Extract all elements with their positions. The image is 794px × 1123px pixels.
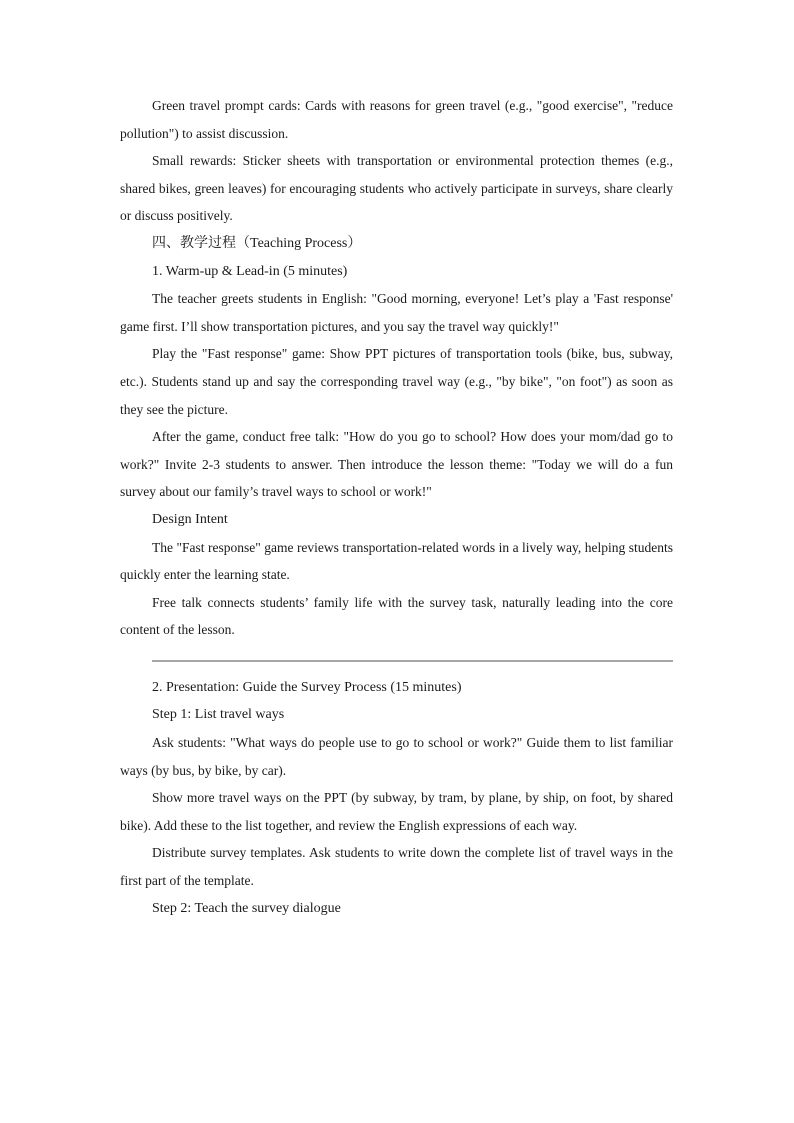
- step-heading-warm-up: 1. Warm-up & Lead-in (5 minutes): [152, 263, 348, 279]
- greeting-paragraph: The teacher greets students in English: "Good morning, everyone! Let’s play a 'Fast response' game first. I’ll show transportation pictures, and you say the travel way quickly!": [120, 291, 673, 334]
- step-heading-presentation: 2. Presentation: Guide the Survey Process (15 minutes): [152, 679, 462, 695]
- design-intent-game-paragraph: The "Fast response" game reviews transportation-related words in a lively way, helping students quickly enter the learning state.: [120, 539, 673, 583]
- step-1-heading: Step 1: List travel ways: [152, 707, 285, 723]
- section-heading-teaching-process: 四、教学过程（Teaching Process）: [152, 235, 362, 251]
- document-page: [120, 92, 673, 922]
- fast-response-game-paragraph: Play the "Fast response" game: Show PPT pictures of transportation tools (bike, bus, subway, etc.). Students stand up and say the corresponding travel way (e.g., "by bike", "on foot") as soon as they see the picture.: [120, 346, 673, 417]
- small-rewards-paragraph: Small rewards: Sticker sheets with transportation or environmental protection themes (e.g., shared bikes, green leaves) for encouraging students who actively participate in surveys, share clearly or discuss positively.: [120, 153, 673, 224]
- design-intent-free-talk-paragraph: Free talk connects students’ family life with the survey task, naturally leading into the core content of the lesson.: [120, 594, 673, 638]
- step-2-heading: Step 2: Teach the survey dialogue: [152, 900, 341, 916]
- section-divider: [152, 660, 673, 662]
- ask-students-paragraph: Ask students: "What ways do people use to go to school or work?" Guide them to list familiar ways (by bus, by bike, by car).: [120, 735, 673, 778]
- free-talk-paragraph: After the game, conduct free talk: "How do you go to school? How does your mom/dad go to work?" Invite 2-3 students to answer. Then introduce the lesson theme: "Today we will do a fun survey about our family’s travel ways to school or work!": [120, 429, 673, 500]
- green-travel-cards-paragraph: Green travel prompt cards: Cards with reasons for green travel (e.g., "good exercise", "reduce pollution") to assist discussion.: [120, 98, 673, 141]
- design-intent-heading: Design Intent: [152, 511, 228, 527]
- show-more-travel-ways-paragraph: Show more travel ways on the PPT (by subway, by tram, by plane, by ship, on foot, by shared bike). Add these to the list together, and review the English expressions of each way.: [120, 790, 673, 833]
- distribute-templates-paragraph: Distribute survey templates. Ask students to write down the complete list of travel ways in the first part of the template.: [120, 845, 673, 889]
